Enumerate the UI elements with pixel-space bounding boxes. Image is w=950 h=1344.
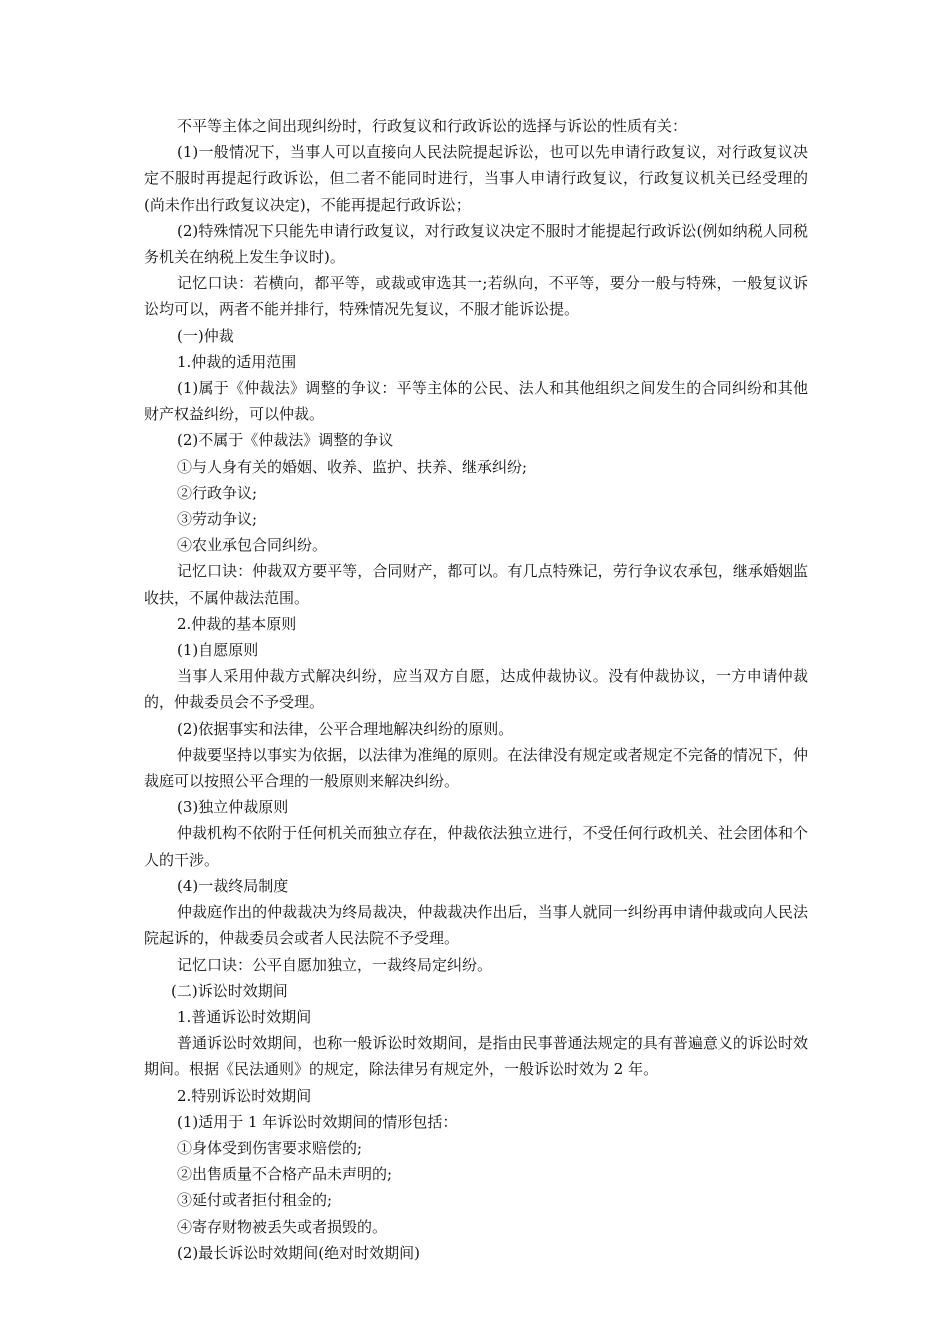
paragraph: 普通诉讼时效期间，也称一般诉讼时效期间，是指由民事普通法规定的具有普遍意义的诉讼时效期间。根据《民法通则》的规定，除法律另有规定外，一般诉讼时效为 2 年。 xyxy=(144,1034,808,1079)
paragraph: (2)不属于《仲裁法》调整的争议 xyxy=(177,431,394,450)
paragraph: (2)特殊情况下只能先申请行政复议，对行政复议决定不服时才能提起行政诉讼(例如纳税人同税务机关在纳税上发生争议时)。 xyxy=(144,221,808,267)
paragraph: (2)最长诉讼时效期间(绝对时效期间) xyxy=(177,1243,420,1262)
section-heading: (二)诉讼时效期间 xyxy=(171,981,288,1000)
paragraph: 仲裁庭作出的仲裁裁决为终局裁决，仲裁裁决作出后，当事人就同一纠纷再申请仲裁或向人民法院起诉的，仲裁委员会或者人民法院不予受理。 xyxy=(144,903,808,948)
list-item: ②出售质量不合格产品未声明的; xyxy=(177,1165,393,1184)
subsection-heading: 2.特别诉讼时效期间 xyxy=(177,1086,312,1105)
paragraph: 记忆口诀：公平自愿加独立，一裁终局定纠纷。 xyxy=(177,955,493,974)
list-item: ④农业承包合同纠纷。 xyxy=(177,536,328,555)
list-item: ③劳动争议; xyxy=(177,510,258,529)
paragraph: (4)一裁终局制度 xyxy=(177,876,289,895)
subsection-heading: 1.仲裁的适用范围 xyxy=(177,352,297,371)
subsection-heading: 2.仲裁的基本原则 xyxy=(177,614,297,633)
paragraph: 当事人采用仲裁方式解决纠纷，应当双方自愿，达成仲裁协议。没有仲裁协议，一方申请仲裁的，仲裁委员会不予受理。 xyxy=(144,667,808,712)
paragraph: (1)一般情况下，当事人可以直接向人民法院提起诉讼，也可以先申请行政复议，对行政复议决定不服时再提起行政诉讼，但二者不能同时进行，当事人申请行政复议，行政复议机关已经受理的(尚未作出行政复议决定)，不能再提起行政诉讼； xyxy=(144,143,808,214)
paragraph: 仲裁机构不依附于任何机关而独立存在，仲裁依法独立进行，不受任何行政机关、社会团体和个人的干涉。 xyxy=(144,824,808,869)
paragraph: 不平等主体之间出现纠纷时，行政复议和行政诉讼的选择与诉讼的性质有关： xyxy=(177,117,688,135)
paragraph: 仲裁要坚持以事实为依据，以法律为准绳的原则。在法律没有规定或者规定不完备的情况下，仲裁庭可以按照公平合理的一般原则来解决纠纷。 xyxy=(144,745,808,791)
paragraph: (1)自愿原则 xyxy=(177,641,259,660)
paragraph: 记忆口诀：仲裁双方要平等，合同财产，都可以。有几点特殊记，劳行争议农承包，继承婚姻监收扶，不属仲裁法范围。 xyxy=(144,562,808,607)
paragraph: 记忆口诀：若横向，都平等，或裁或审选其一;若纵向，不平等，要分一般与特殊，一般复议诉讼均可以，两者不能并排行，特殊情况先复议，不服才能诉讼提。 xyxy=(144,274,808,319)
list-item: ③延付或者拒付租金的; xyxy=(177,1191,333,1210)
paragraph: (2)依据事实和法律，公平合理地解决纠纷的原则。 xyxy=(177,719,514,738)
paragraph: (1)适用于 1 年诉讼时效期间的情形包括： xyxy=(177,1112,458,1131)
subsection-heading: 1.普通诉讼时效期间 xyxy=(177,1007,312,1026)
list-item: ①与人身有关的婚姻、收养、监护、扶养、继承纠纷; xyxy=(177,457,528,476)
section-heading: (一)仲裁 xyxy=(177,326,234,345)
paragraph: (3)独立仲裁原则 xyxy=(177,798,289,817)
list-item: ④寄存财物被丢失或者损毁的。 xyxy=(177,1217,388,1236)
list-item: ②行政争议; xyxy=(177,483,258,502)
list-item: ①身体受到伤害要求赔偿的; xyxy=(177,1138,363,1157)
document-body xyxy=(144,113,808,1266)
paragraph: (1)属于《仲裁法》调整的争议：平等主体的公民、法人和其他组织之间发生的合同纠纷和其他财产权益纠纷，可以仲裁。 xyxy=(144,379,808,424)
